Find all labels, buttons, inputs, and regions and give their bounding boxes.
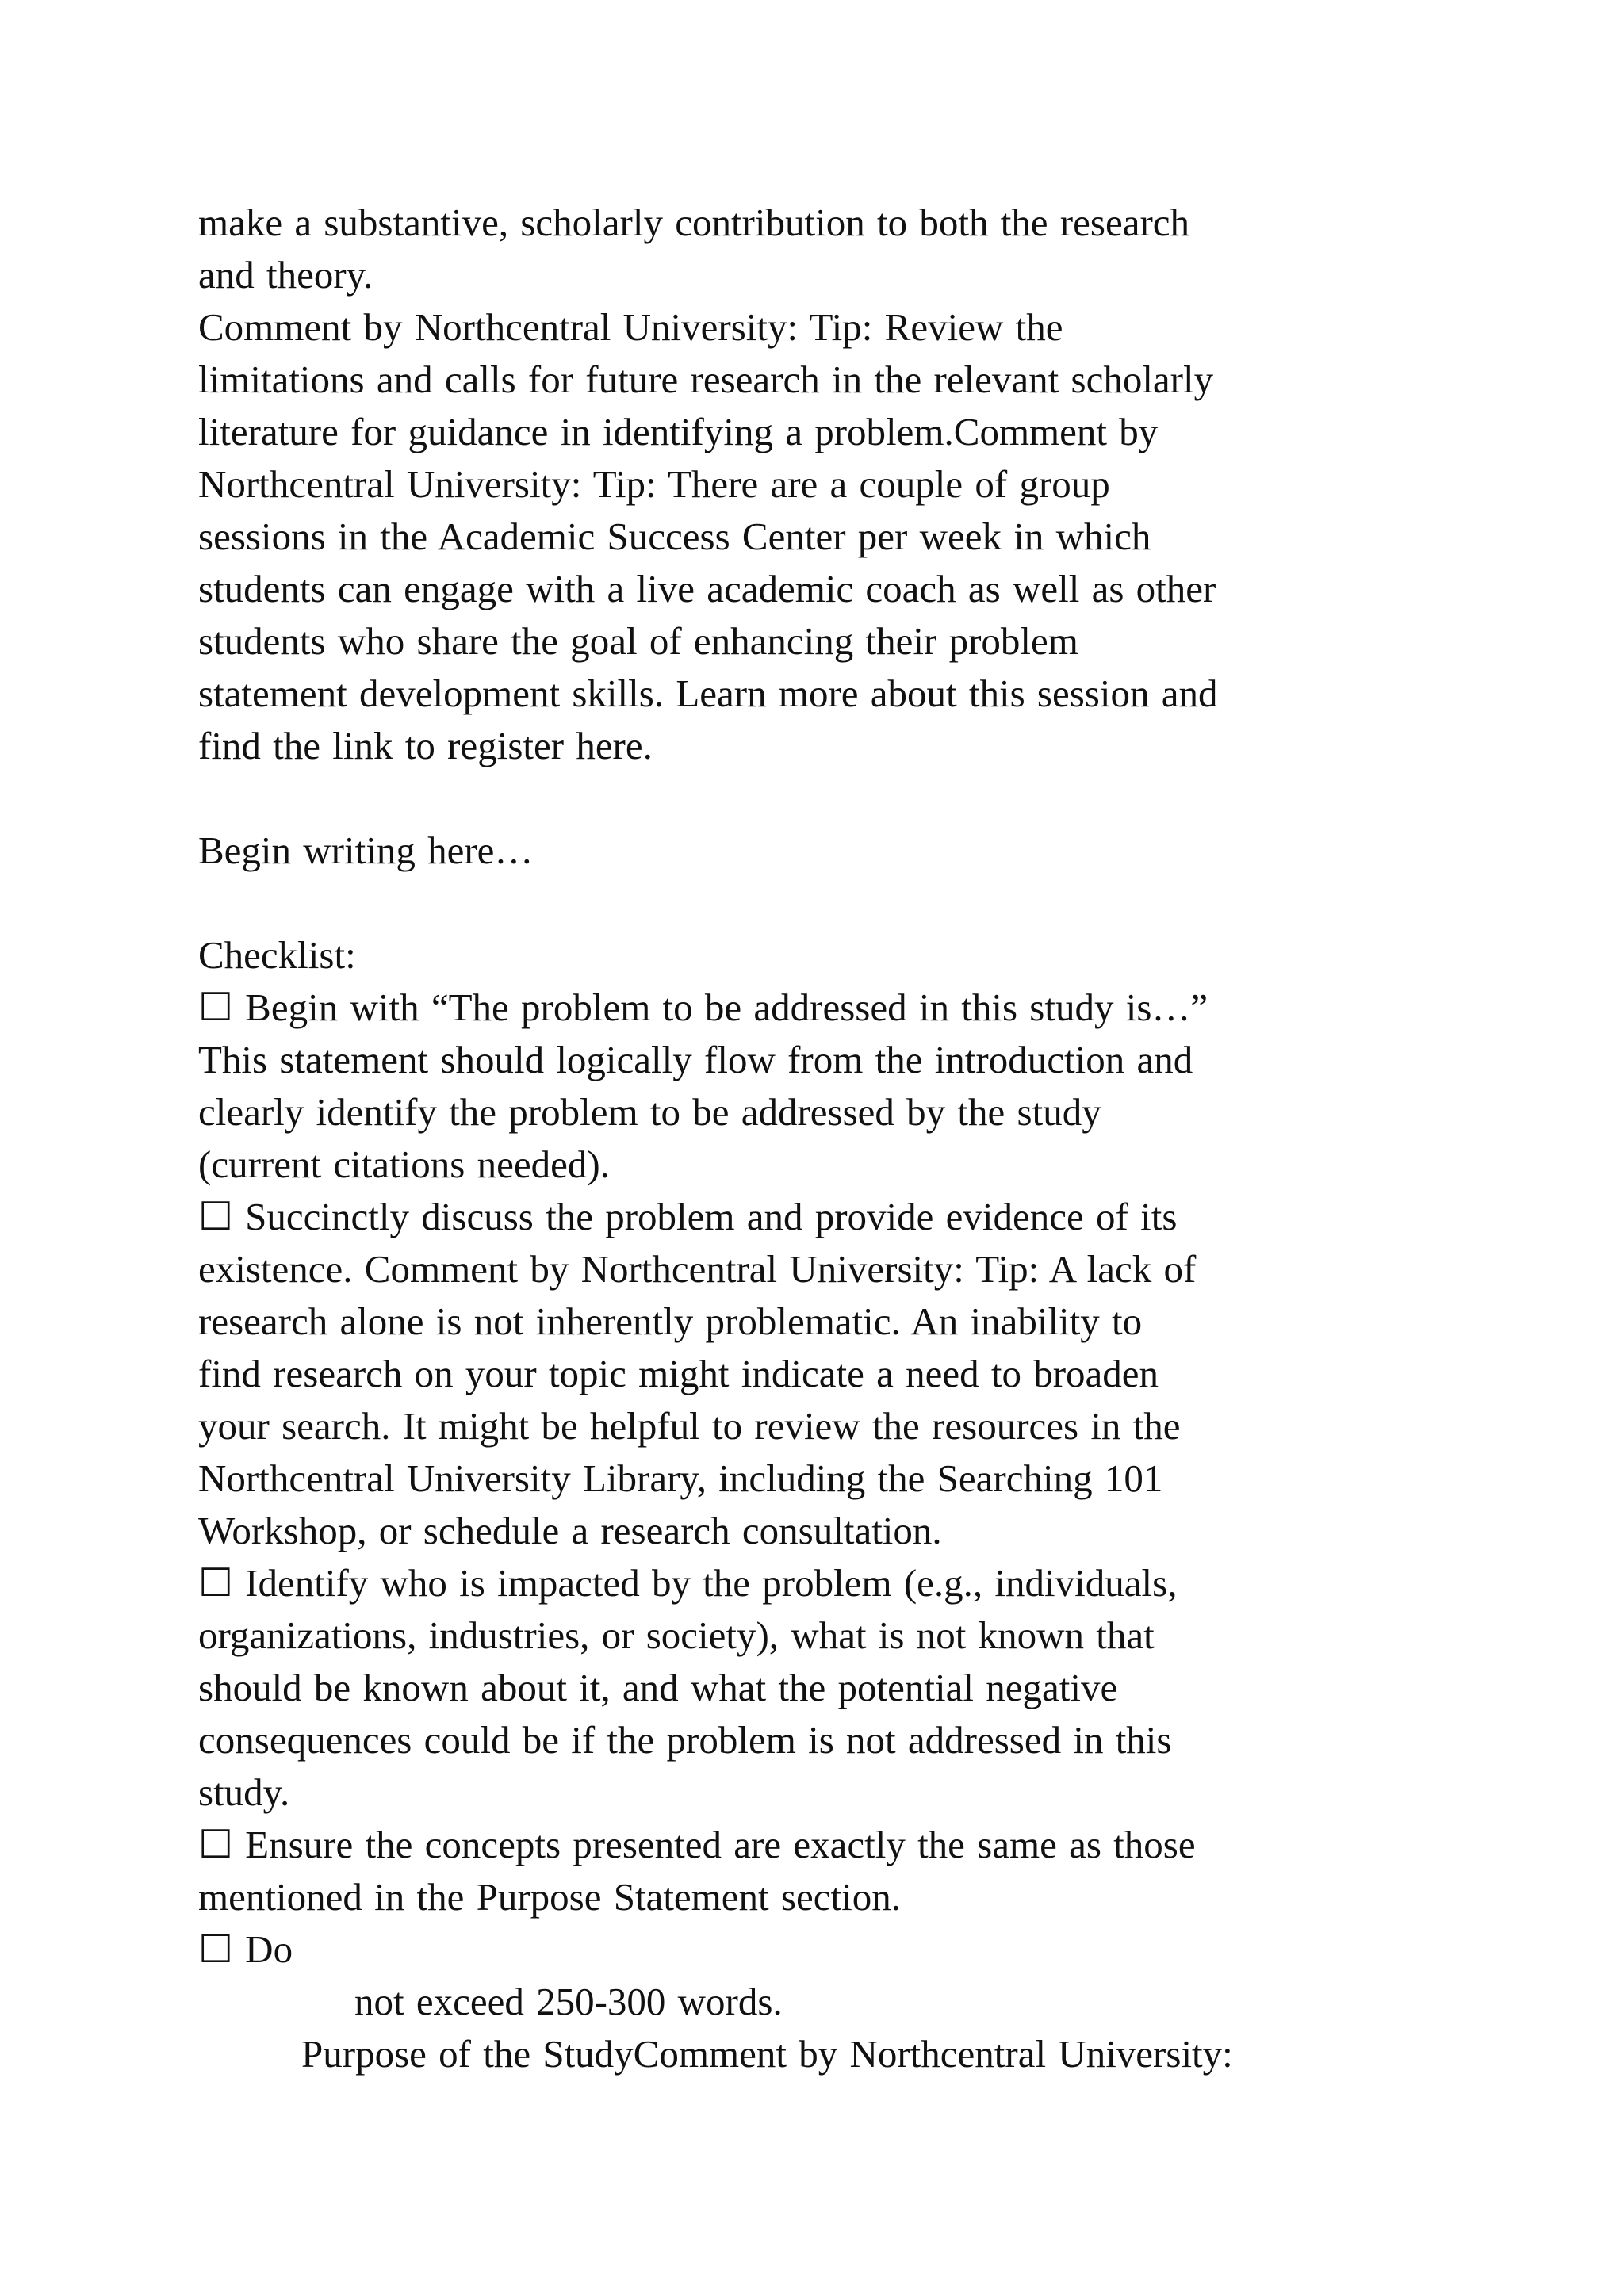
comment-text-line: students who share the goal of enhancing their problem — [198, 619, 1078, 663]
checklist-item: ☐ Succinctly discuss the problem and provide evidence of its — [198, 1195, 1178, 1238]
comment-text-line: students can engage with a live academic coach as well as other — [198, 567, 1216, 610]
checklist-item-text: not exceed 250-300 words. — [354, 1980, 783, 2023]
checklist-item-text: This statement should logically flow from the introduction and — [198, 1038, 1193, 1081]
checklist-item-text: find research on your topic might indicate a need to broaden — [198, 1352, 1159, 1395]
checklist-item: ☐ Begin with “The problem to be addressed in this study is…” — [198, 985, 1208, 1029]
comment-text-line: statement development skills. Learn more about this session and — [198, 672, 1218, 715]
comment-text-line: Comment by Northcentral University: Tip: Review the — [198, 305, 1063, 349]
checklist-item-text: (current citations needed). — [198, 1142, 610, 1186]
checklist-item-text: should be known about it, and what the potential negative — [198, 1666, 1118, 1709]
comment-text-line: find the link to register here. — [198, 724, 653, 767]
checklist-item-text: organizations, industries, or society), what is not known that — [198, 1613, 1155, 1657]
section-heading: Purpose of the StudyComment by Northcentral University: — [301, 2032, 1233, 2076]
checklist-item-text: consequences could be if the problem is not addressed in this — [198, 1718, 1172, 1762]
placeholder-text: Begin writing here… — [198, 828, 534, 872]
comment-text-line: Northcentral University: Tip: There are a couple of group — [198, 462, 1110, 506]
checklist-item-text: research alone is not inherently problematic. An inability to — [198, 1299, 1143, 1343]
checklist-item-text: clearly identify the problem to be addressed by the study — [198, 1090, 1101, 1134]
checklist-item-text: existence. Comment by Northcentral University: Tip: A lack of — [198, 1247, 1197, 1291]
checklist-item-text: study. — [198, 1770, 290, 1814]
body-text-line: make a substantive, scholarly contribution to both the research — [198, 201, 1190, 244]
checklist-item-text: your search. It might be helpful to review the resources in the — [198, 1404, 1181, 1448]
checklist-item: ☐ Do — [198, 1927, 293, 1971]
comment-text-line: sessions in the Academic Success Center per week in which — [198, 515, 1151, 558]
checklist-item: ☐ Identify who is impacted by the problem (e.g., individuals, — [198, 1561, 1178, 1605]
body-text-line: and theory. — [198, 253, 373, 297]
checklist-item-text: mentioned in the Purpose Statement section. — [198, 1875, 901, 1919]
checklist-item: ☐ Ensure the concepts presented are exactly the same as those — [198, 1823, 1196, 1866]
comment-text-line: limitations and calls for future research in the relevant scholarly — [198, 358, 1214, 401]
checklist-heading: Checklist: — [198, 933, 356, 977]
checklist-item-text: Workshop, or schedule a research consultation. — [198, 1509, 942, 1552]
checklist-item-text: Northcentral University Library, including the Searching 101 — [198, 1456, 1163, 1500]
comment-text-line: literature for guidance in identifying a problem.Comment by — [198, 410, 1159, 453]
